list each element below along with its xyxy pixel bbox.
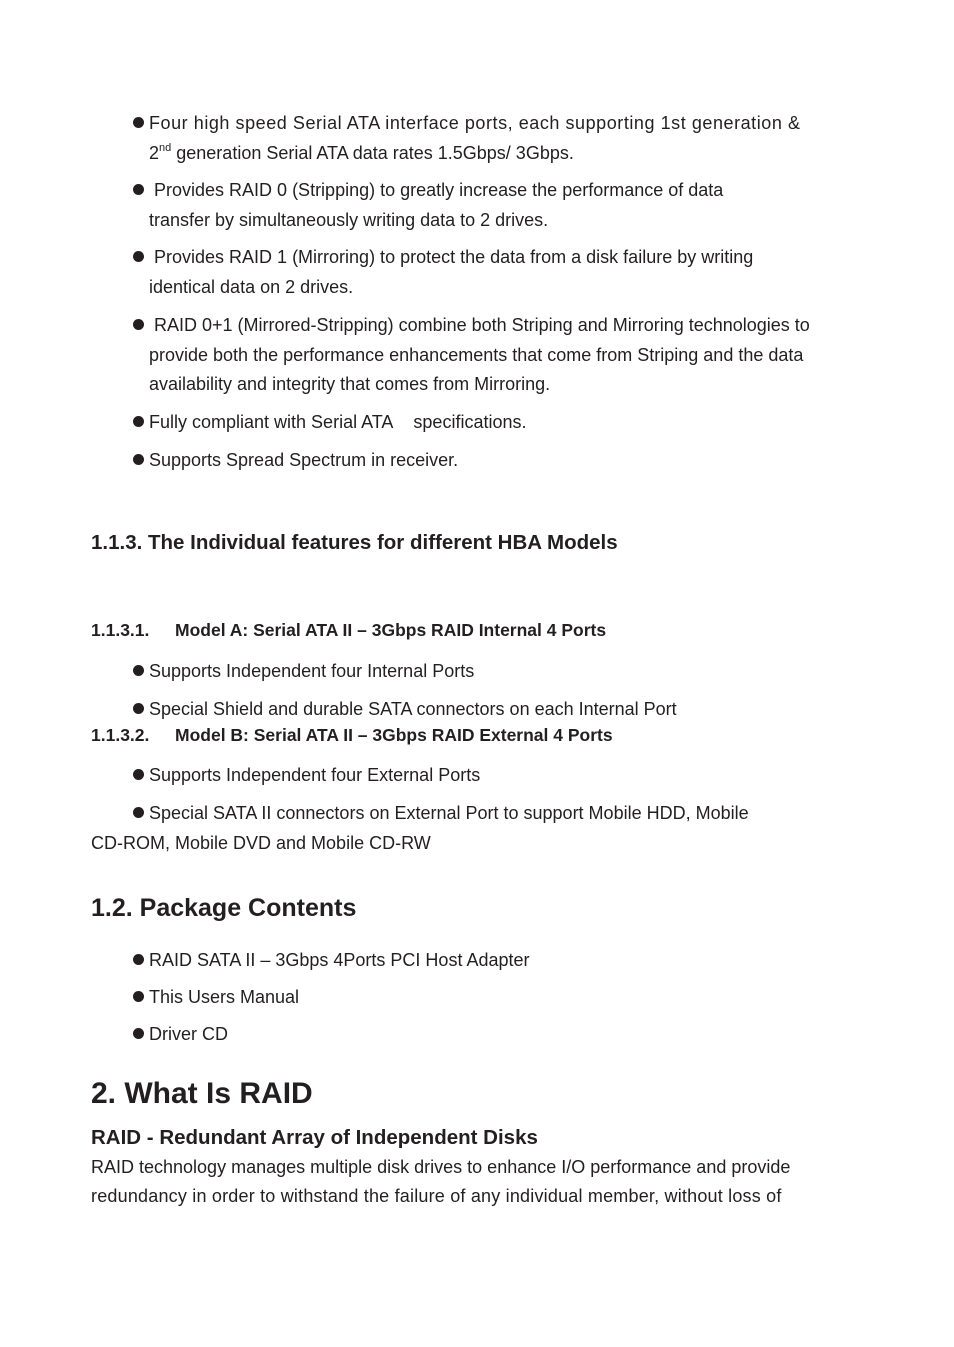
bullet-dot [133, 665, 144, 676]
model-a-bullet-internal-ports: Supports Independent four Internal Ports [133, 657, 474, 687]
package-item-adapter: RAID SATA II – 3Gbps 4Ports PCI Host Adapter [133, 946, 530, 976]
feature-bullet-raid1: Provides RAID 1 (Mirroring) to protect the data from a disk failure by writing identical data on 2 drives. [133, 243, 753, 302]
bullet-dot [133, 454, 144, 465]
bullet-dot [133, 954, 144, 965]
feature-bullet-sata-ports: Four high speed Serial ATA interface ports, each supporting 1st generation & 2nd generation Serial ATA data rates 1.5Gbps/ 3Gbps. [133, 109, 801, 168]
model-a-bullet-connectors: Special Shield and durable SATA connectors on each Internal Port [133, 695, 677, 725]
subsection-heading-model-b: 1.1.3.2. Model B: Serial ATA II – 3Gbps RAID External 4 Ports [91, 725, 613, 745]
raid-paragraph-line-1: RAID technology manages multiple disk drives to enhance I/O performance and provide [91, 1157, 791, 1177]
bullet-dot [133, 416, 144, 427]
bullet-dot [133, 184, 144, 195]
raid-paragraph-line-2: redundancy in order to withstand the failure of any individual member, without loss of [91, 1186, 782, 1206]
bullet-dot [133, 251, 144, 262]
package-item-manual: This Users Manual [133, 983, 299, 1013]
section-heading-package-contents: 1.2. Package Contents [91, 894, 357, 922]
bullet-dot [133, 703, 144, 714]
chapter-heading-what-is-raid: 2. What Is RAID [91, 1077, 313, 1110]
model-b-bullet-wrap-line: CD-ROM, Mobile DVD and Mobile CD-RW [91, 833, 431, 853]
bullet-dot [133, 769, 144, 780]
subsection-heading-model-a: 1.1.3.1. Model A: Serial ATA II – 3Gbps RAID Internal 4 Ports [91, 620, 607, 640]
bullet-dot [133, 319, 144, 330]
feature-bullet-raid01: RAID 0+1 (Mirrored-Stripping) combine both Striping and Mirroring technologies to provide both the performance enhancements that come from Striping and the data availability and integrity that comes from Mirroring. [133, 311, 810, 400]
feature-bullet-spread-spectrum: Supports Spread Spectrum in receiver. [133, 446, 458, 476]
model-b-bullet-external-ports: Supports Independent four External Ports [133, 761, 480, 791]
bullet-dot [133, 807, 144, 818]
package-item-driver-cd: Driver CD [133, 1020, 228, 1050]
bullet-dot [133, 1028, 144, 1039]
feature-bullet-compliant: Fully compliant with Serial ATA specifications. [133, 408, 526, 438]
bullet-dot [133, 117, 144, 128]
feature-bullet-raid0: Provides RAID 0 (Stripping) to greatly increase the performance of data transfer by simultaneously writing data to 2 drives. [133, 176, 723, 235]
raid-subtitle: RAID - Redundant Array of Independent Disks [91, 1126, 538, 1149]
section-heading-1-1-3: 1.1.3. The Individual features for different HBA Models [91, 531, 618, 554]
bullet-dot [133, 991, 144, 1002]
model-b-bullet-connectors: Special SATA II connectors on External Port to support Mobile HDD, Mobile [133, 799, 749, 829]
